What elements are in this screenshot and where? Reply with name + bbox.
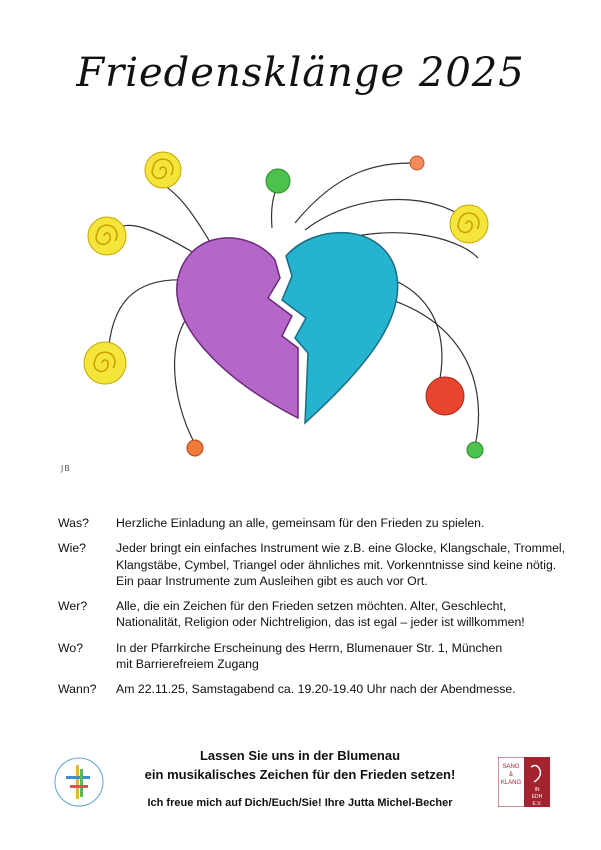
- sang-klang-logo: [498, 757, 550, 807]
- closing-line-1: Lassen Sie uns in der Blumenau: [199, 748, 401, 763]
- svg-text:&: &: [508, 772, 514, 778]
- info-label: Wann?: [58, 682, 97, 697]
- info-text: Jeder bringt ein einfaches Instrument wie z.B. eine Glocke, Klangschale, Trommel,: [116, 541, 566, 556]
- info-row-wo: [58, 640, 548, 673]
- closing-line-2: ein musikalisches Zeichen für den Frieden setzen!: [144, 767, 456, 782]
- info-text: Nationalität, Religion oder Nichtreligion, das ist egal – jeder ist willkommen!: [116, 615, 525, 630]
- closing-message: [100, 746, 500, 813]
- info-text: In der Pfarrkirche Erscheinung des Herrn, Blumenauer Str. 1, München: [116, 640, 503, 655]
- info-text: Herzliche Einladung an alle, gemeinsam für den Frieden zu spielen.: [116, 516, 485, 530]
- info-row-wie: [58, 540, 566, 589]
- svg-text:IN: IN: [534, 787, 540, 793]
- info-text: Ein paar Instrumente zum Ausleihen gibt es auch vor Ort.: [116, 573, 428, 588]
- svg-text:KLANG: KLANG: [500, 780, 522, 786]
- info-label: Was?: [58, 516, 89, 530]
- svg-text:SANG: SANG: [502, 764, 520, 770]
- parish-logo: [52, 755, 106, 809]
- info-label: Wie?: [58, 541, 87, 556]
- svg-text:E.V.: E.V.: [532, 801, 542, 807]
- closing-signature: Ich freue mich auf Dich/Euch/Sie! Ihre Jutta Michel-Becher: [147, 797, 453, 809]
- svg-text:EDH: EDH: [531, 794, 543, 800]
- info-label: Wo?: [58, 640, 84, 655]
- info-row-was: [58, 515, 548, 531]
- artist-signature: JB: [61, 464, 71, 473]
- heart-illustration: [60, 148, 540, 478]
- info-text: Alle, die ein Zeichen für den Frieden setzen möchten. Alter, Geschlecht,: [116, 599, 507, 614]
- info-label: Wer?: [58, 599, 88, 614]
- info-text: Am 22.11.25, Samstagabend ca. 19.20-19.40 Uhr nach der Abendmesse.: [116, 682, 516, 697]
- page-title: Friedensklänge 2025: [76, 50, 525, 96]
- info-text: Klangstäbe, Cymbel, Triangel oder ähnliches mit. Vorkenntnisse sind keine nötig.: [116, 557, 557, 572]
- event-info: [58, 515, 566, 707]
- info-row-wann: [58, 681, 548, 697]
- info-text: mit Barrierefreiem Zugang: [116, 657, 259, 672]
- info-row-wer: [58, 598, 548, 631]
